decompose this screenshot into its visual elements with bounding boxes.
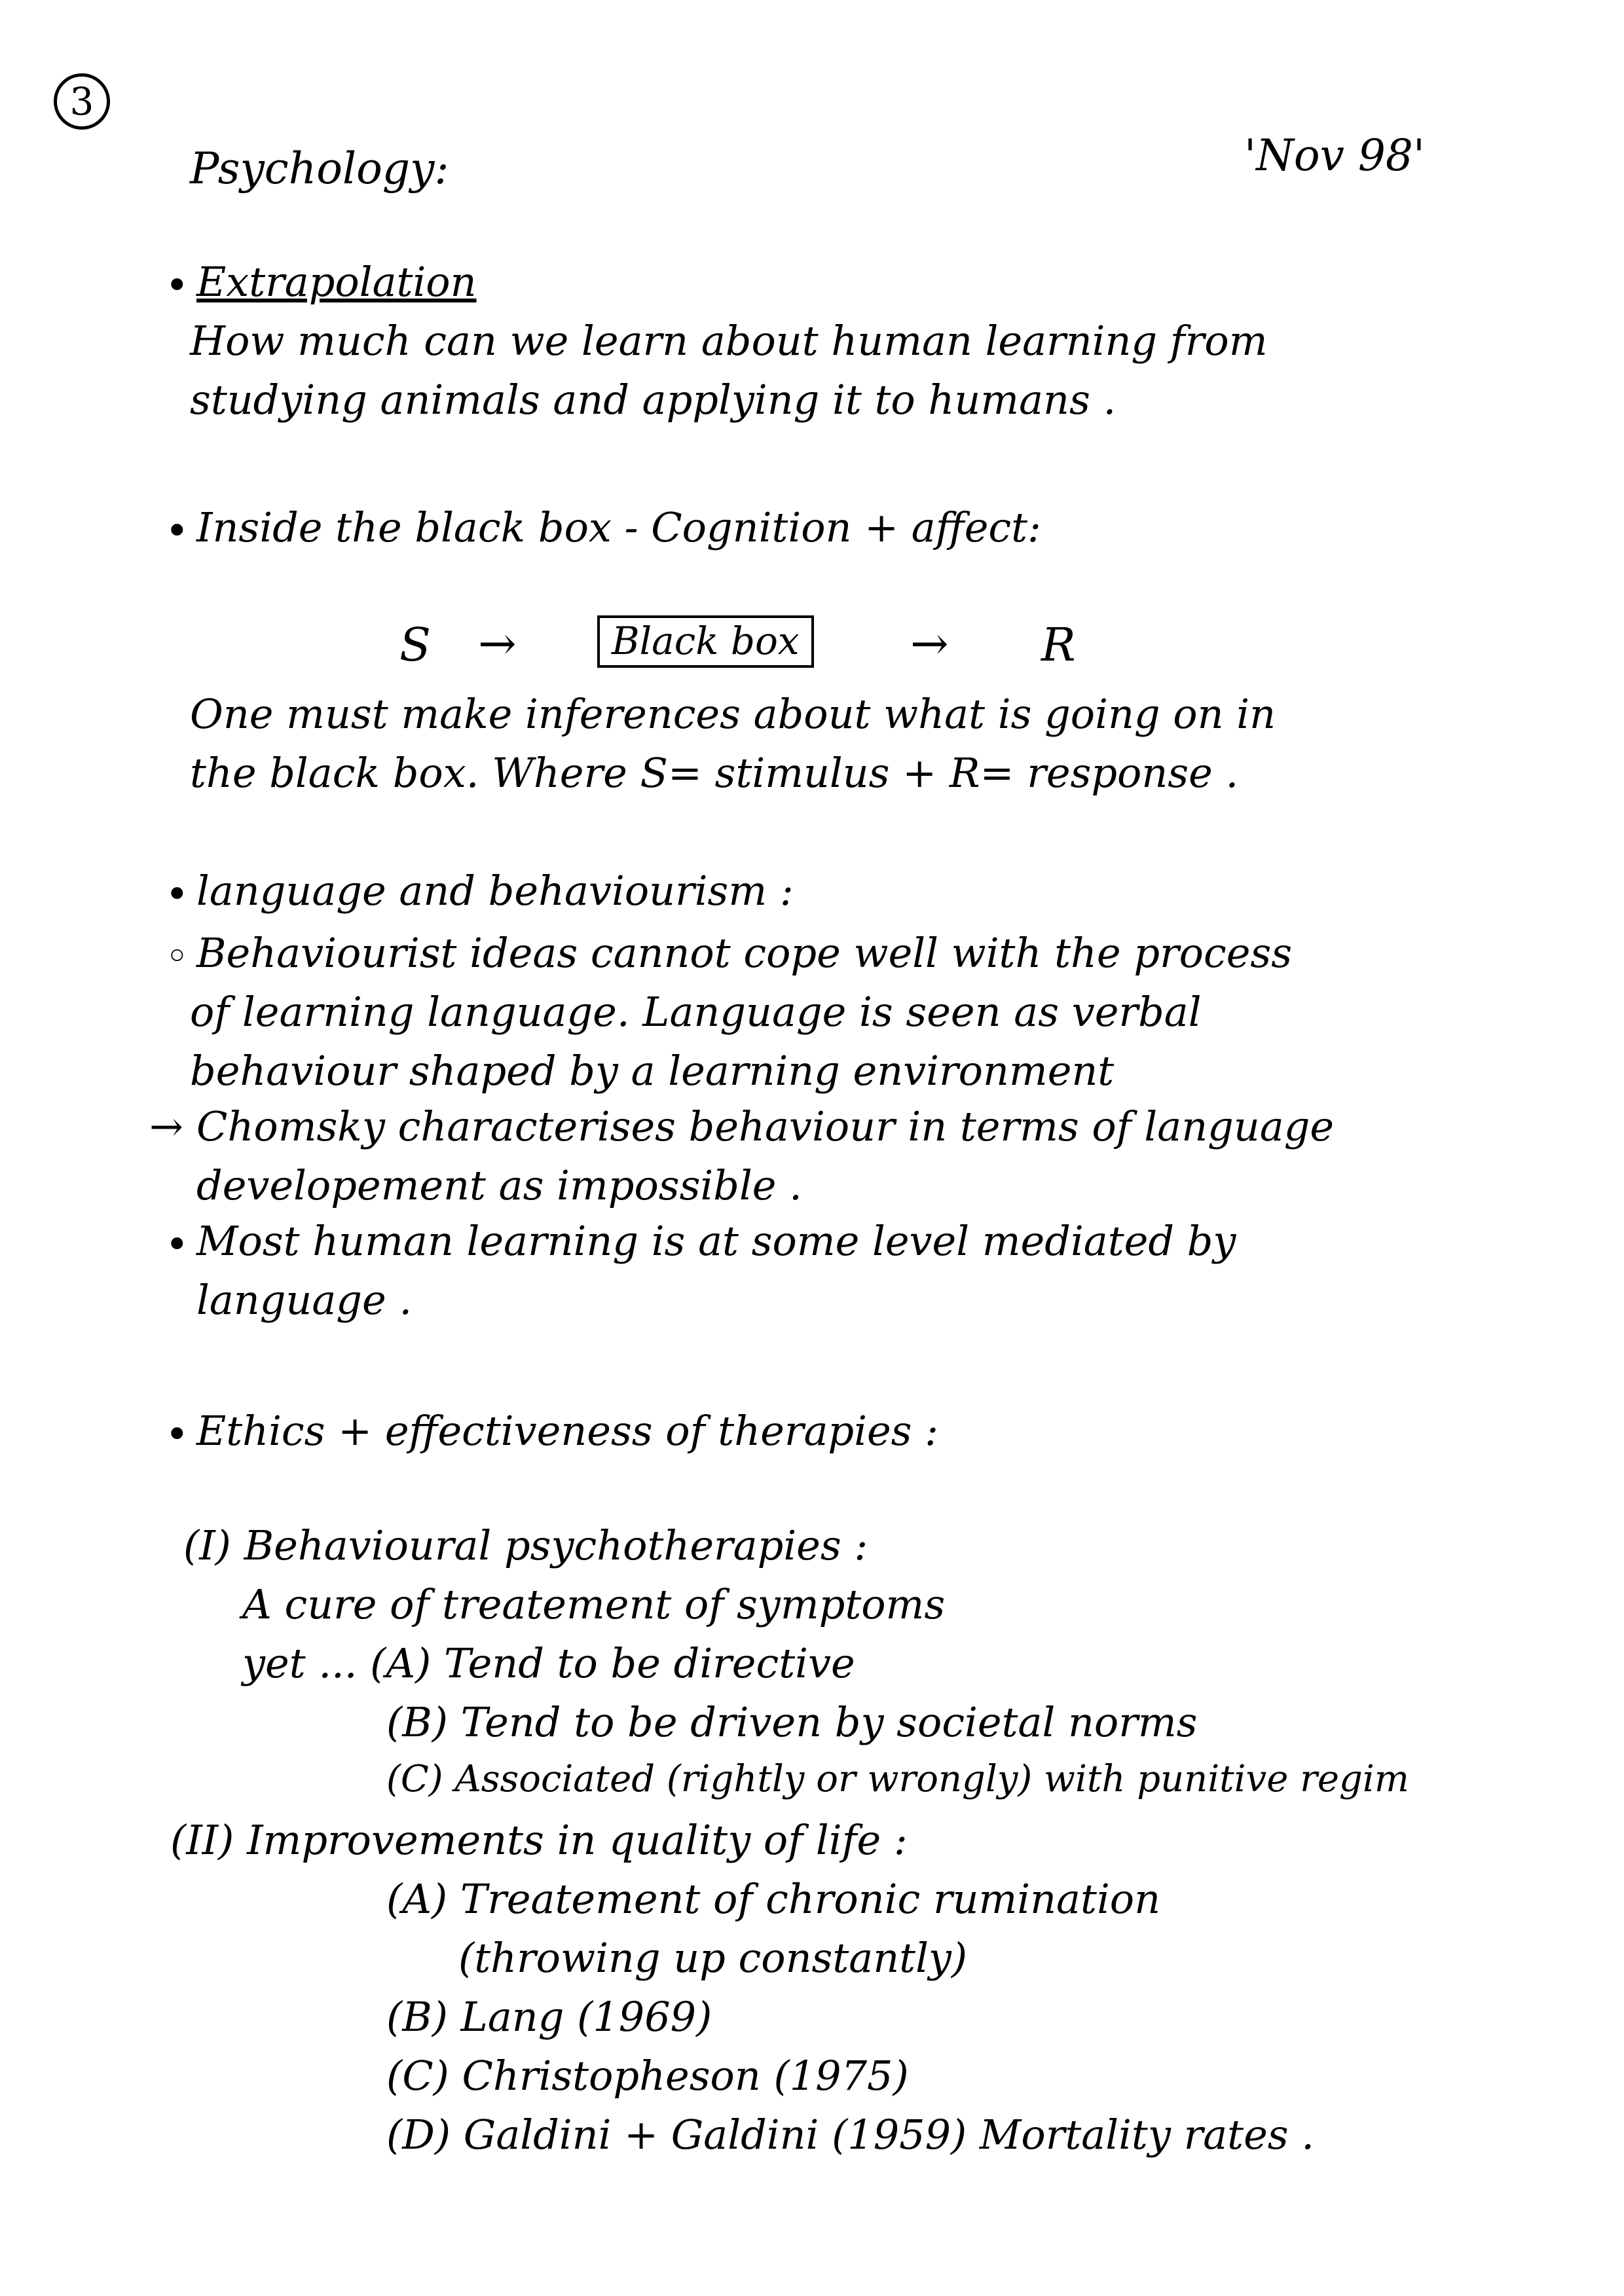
ethics-section-2-d: (D) Galdini + Galdini (1959) Mortality rates .	[386, 2111, 1315, 2159]
extrapolation-line-2: studying animals and applying it to humans .	[190, 376, 1116, 424]
bullet: •	[165, 261, 189, 309]
language-point-3-line-2: language .	[196, 1276, 413, 1324]
language-point-3-line-1: Most human learning is at some level mediated by	[196, 1217, 1236, 1265]
diagram-arrow-right: →	[910, 617, 949, 670]
ethics-section-2-c: (C) Christopheson (1975)	[386, 2052, 909, 2100]
ethics-section-2-b: (B) Lang (1969)	[386, 1993, 712, 2041]
extrapolation-line-1: How much can we learn about human learning from	[190, 317, 1268, 365]
ethics-section-2-a-line-2: (throwing up constantly)	[458, 1934, 968, 1982]
ethics-section-1-a: yet ... (A) Tend to be directive	[242, 1639, 855, 1687]
diagram-response: R	[1041, 618, 1076, 672]
page-date: 'Nov 98'	[1244, 130, 1426, 181]
black-box-heading: Inside the black box - Cognition + affect:	[196, 503, 1041, 551]
bullet: •	[165, 870, 189, 918]
ethics-section-2-a-line-1: (A) Treatement of chronic rumination	[386, 1875, 1161, 1923]
black-box-line-1: One must make inferences about what is going on in	[190, 690, 1276, 738]
arrow-bullet: →	[149, 1102, 183, 1150]
bullet: •	[165, 1220, 189, 1268]
ethics-section-1-c: (C) Associated (rightly or wrongly) with punitive regim	[386, 1758, 1409, 1800]
bullet: •	[165, 1410, 189, 1458]
language-point-2-line-2: developement as impossible .	[196, 1161, 802, 1209]
language-heading: language and behaviourism :	[196, 867, 794, 915]
ethics-heading: Ethics + effectiveness of therapies :	[196, 1407, 939, 1455]
language-point-1-line-2: of learning language. Language is seen as verbal	[190, 988, 1202, 1036]
black-box-diagram-box: Black box	[597, 615, 814, 668]
black-box-line-2: the black box. Where S= stimulus + R= response .	[190, 749, 1239, 797]
ethics-section-1-title: (I) Behavioural psychotherapies :	[183, 1522, 868, 1569]
ethics-section-2-title: (II) Improvements in quality of life :	[170, 1816, 908, 1864]
bullet-hollow: ◦	[165, 932, 189, 980]
language-point-1-line-1: Behaviourist ideas cannot cope well with the process	[196, 929, 1293, 977]
language-point-1-line-3: behaviour shaped by a learning environment	[190, 1047, 1115, 1095]
ethics-section-1-line: A cure of treatement of symptoms	[242, 1580, 946, 1628]
page-title: Psychology:	[190, 143, 449, 194]
diagram-arrow-left: →	[478, 617, 517, 670]
page-number: 3	[54, 73, 110, 130]
ethics-section-1-b: (B) Tend to be driven by societal norms	[386, 1698, 1198, 1746]
language-point-2-line-1: Chomsky characterises behaviour in terms of language	[196, 1102, 1335, 1150]
diagram-stimulus: S	[399, 618, 431, 672]
bullet: •	[165, 507, 189, 555]
extrapolation-heading: Extrapolation	[196, 258, 477, 306]
